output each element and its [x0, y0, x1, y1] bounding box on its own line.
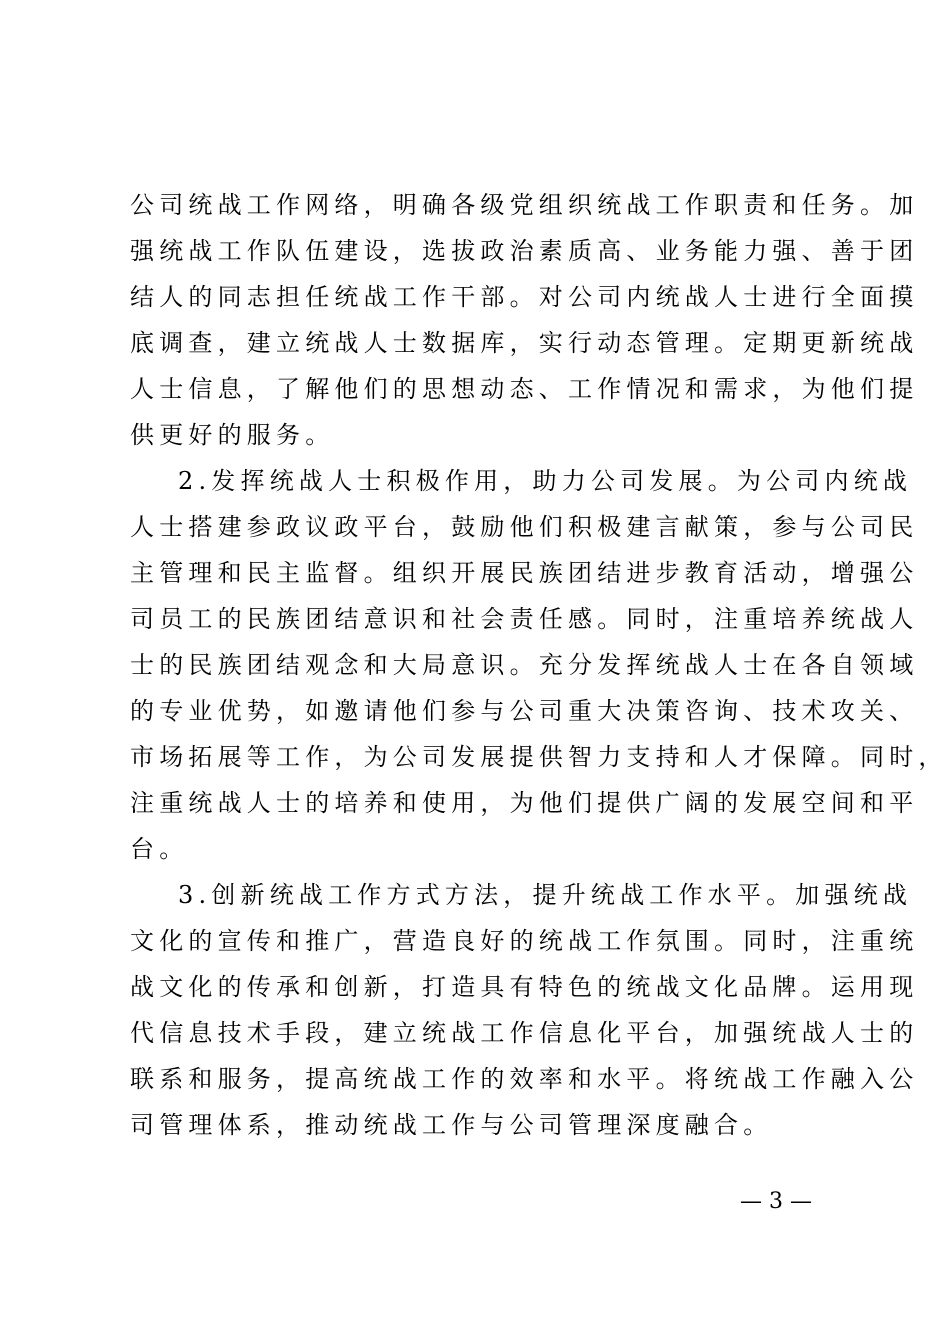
paragraph-2-line-5: 士的民族团结观念和大局意识。充分发挥统战人士在各自领域: [130, 651, 919, 679]
paragraph-1-line-6: 供更好的服务。: [130, 421, 335, 449]
paragraph-3-line-1: 3.创新统战工作方式方法，提升统战工作水平。加强统战: [178, 881, 913, 909]
paragraph-3-line-4: 代信息技术手段，建立统战工作信息化平台，加强统战人士的: [130, 1019, 919, 1047]
paragraph-1-line-3: 结人的同志担任统战工作干部。对公司内统战人士进行全面摸: [130, 283, 919, 311]
paragraph-1-line-2: 强统战工作队伍建设，选拔政治素质高、业务能力强、善于团: [130, 237, 919, 265]
paragraph-3-line-6: 司管理体系，推动统战工作与公司管理深度融合。: [130, 1111, 773, 1139]
paragraph-2-line-3: 主管理和民主监督。组织开展民族团结进步教育活动，增强公: [130, 559, 919, 587]
paragraph-2-line-1: 2.发挥统战人士积极作用，助力公司发展。为公司内统战: [178, 467, 913, 495]
paragraph-2-line-8: 注重统战人士的培养和使用，为他们提供广阔的发展空间和平: [130, 789, 919, 817]
paragraph-1-line-5: 人士信息，了解他们的思想动态、工作情况和需求，为他们提: [130, 375, 919, 403]
paragraph-2-line-6: 的专业优势，如邀请他们参与公司重大决策咨询、技术攻关、: [130, 697, 919, 725]
paragraph-3-line-2: 文化的宣传和推广，营造良好的统战工作氛围。同时，注重统: [130, 927, 919, 955]
paragraph-2-line-4: 司员工的民族团结意识和社会责任感。同时，注重培养统战人: [130, 605, 919, 633]
paragraph-2-line-2: 人士搭建参政议政平台，鼓励他们积极建言献策，参与公司民: [130, 513, 919, 541]
paragraph-3-line-5: 联系和服务，提高统战工作的效率和水平。将统战工作融入公: [130, 1065, 919, 1093]
paragraph-2-line-7: 市场拓展等工作，为公司发展提供智力支持和人才保障。同时，: [130, 743, 948, 771]
paragraph-1-line-4: 底调查，建立统战人士数据库，实行动态管理。定期更新统战: [130, 329, 919, 357]
paragraph-2-line-9: 台。: [130, 835, 189, 863]
page-number: — 3 —: [740, 1189, 812, 1214]
paragraph-1-line-1: 公司统战工作网络，明确各级党组织统战工作职责和任务。加: [130, 191, 919, 219]
paragraph-3-line-3: 战文化的传承和创新，打造具有特色的统战文化品牌。运用现: [130, 973, 919, 1001]
